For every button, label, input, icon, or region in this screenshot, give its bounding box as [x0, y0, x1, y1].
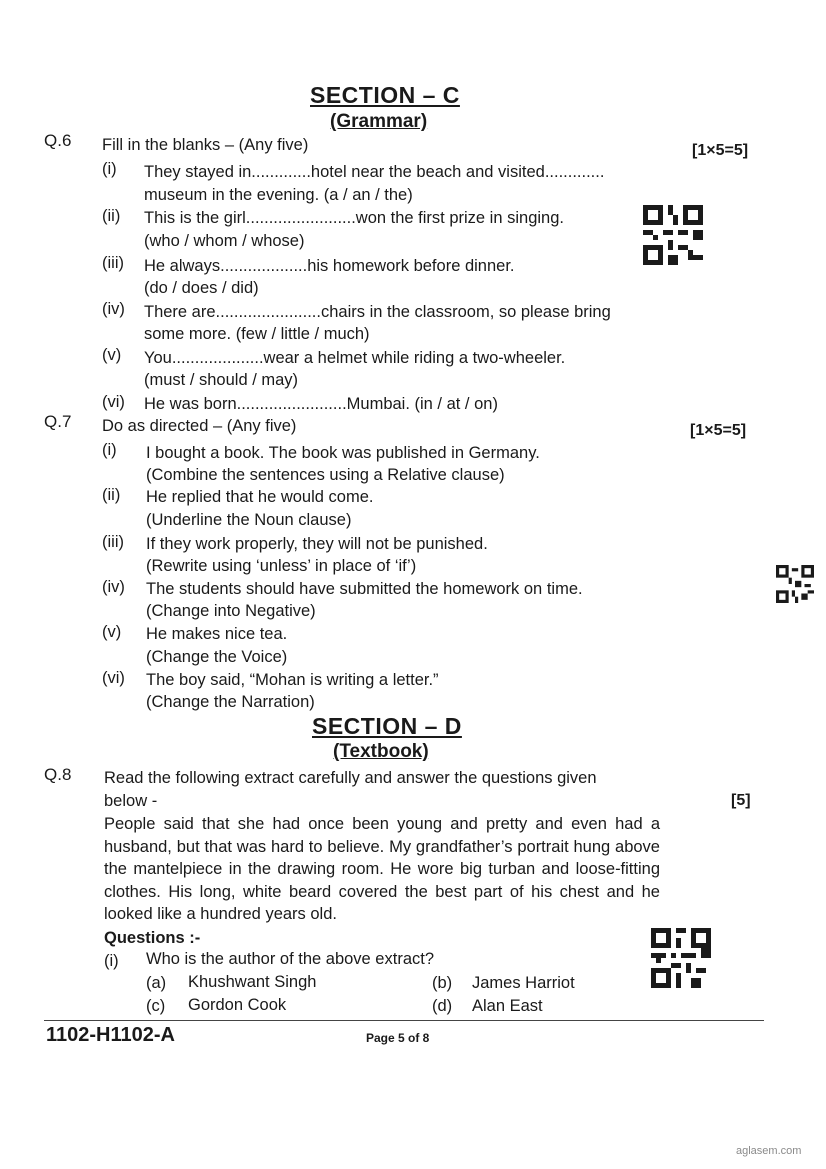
q6-item-num: (vi) — [102, 393, 125, 411]
q6-marks: [1×5=5] — [692, 142, 749, 159]
q7-item-line1: He replied that he would come. — [146, 488, 374, 506]
q6-item-line1: There are.......................chairs in the classroom, so please bring — [144, 303, 611, 321]
q7-number: Q.7 — [44, 412, 72, 431]
q7-item-num: (iv) — [102, 578, 125, 596]
q7-item-line1: The students should have submitted the homework on time. — [146, 580, 583, 598]
q6-item-line2: (do / does / did) — [144, 279, 259, 297]
qr-code-icon — [643, 205, 703, 265]
section-c-subheading: (Grammar) — [330, 111, 428, 132]
q8-questions-label: Questions :- — [104, 929, 201, 947]
q6-item-line1: He was born........................Mumbai. (in / at / on) — [144, 395, 498, 413]
q8-option-text: Alan East — [472, 997, 543, 1015]
q8-option-label: (a) — [146, 974, 167, 992]
q7-item-line2: (Rewrite using ‘unless’ in place of ‘if’) — [146, 557, 417, 575]
q6-item-line2: (must / should / may) — [144, 371, 299, 389]
q6-item-num: (i) — [102, 160, 117, 178]
q8-number: Q.8 — [44, 765, 72, 784]
footer-rule — [44, 1020, 764, 1021]
q7-item-line1: He makes nice tea. — [146, 625, 288, 643]
q8-option-label: (b) — [432, 974, 453, 992]
q7-instruction: Do as directed – (Any five) — [102, 417, 297, 435]
q8-extract: People said that she had once been young and pretty and even had a husband, but that was hard to believe. My grandfather’s portrait hung above the mantelpiece in the drawing room. He wore big turban and loose-fitting clothes. His long, white beard covered the best part of his chest and he looked like a hundred years old. — [104, 815, 660, 924]
q8-option-label: (c) — [146, 997, 166, 1015]
q6-item-line2: (who / whom / whose) — [144, 232, 305, 250]
qr-code-icon — [776, 565, 814, 603]
section-d-subheading: (Textbook) — [333, 741, 429, 762]
q7-item-line2: (Change into Negative) — [146, 602, 316, 620]
q7-item-num: (iii) — [102, 533, 124, 551]
q6-item-num: (ii) — [102, 207, 121, 225]
q6-item-num: (iv) — [102, 300, 125, 318]
q8-q1-text: Who is the author of the above extract? — [146, 950, 435, 968]
q7-item-line1: The boy said, “Mohan is writing a letter.” — [146, 671, 439, 689]
q6-item-line2: museum in the evening. (a / an / the) — [144, 186, 413, 204]
q8-marks: [5] — [731, 792, 751, 809]
q7-marks: [1×5=5] — [690, 422, 747, 439]
q6-item-num: (v) — [102, 346, 122, 364]
q7-item-line1: If they work properly, they will not be punished. — [146, 535, 488, 553]
q7-item-num: (ii) — [102, 486, 121, 504]
section-d-heading: SECTION – D — [312, 713, 462, 739]
watermark: aglasem.com — [736, 1145, 802, 1157]
q8-option-text: James Harriot — [472, 974, 575, 992]
q8-q1-num: (i) — [104, 952, 119, 970]
q7-item-num: (i) — [102, 441, 117, 459]
q7-item-num: (vi) — [102, 669, 125, 687]
q6-number: Q.6 — [44, 131, 72, 150]
footer-page-number: Page 5 of 8 — [366, 1031, 430, 1045]
footer-code: 1102-H1102-A — [46, 1024, 175, 1046]
q7-item-line2: (Combine the sentences using a Relative clause) — [146, 466, 505, 484]
q8-instruction-line2: below - — [104, 792, 158, 810]
q6-item-line1: He always...................his homework before dinner. — [144, 257, 515, 275]
q8-option-text: Gordon Cook — [188, 996, 287, 1014]
q6-item-line1: You....................wear a helmet while riding a two-wheeler. — [144, 349, 566, 367]
q6-item-line2: some more. (few / little / much) — [144, 325, 370, 343]
q7-item-line2: (Underline the Noun clause) — [146, 511, 352, 529]
q7-item-num: (v) — [102, 623, 122, 641]
q7-item-line2: (Change the Voice) — [146, 648, 288, 666]
q8-option-label: (d) — [432, 997, 453, 1015]
q6-instruction: Fill in the blanks – (Any five) — [102, 136, 309, 154]
q7-item-line1: I bought a book. The book was published in Germany. — [146, 444, 540, 462]
q7-item-line2: (Change the Narration) — [146, 693, 315, 711]
section-c-heading: SECTION – C — [310, 82, 460, 108]
q8-instruction-line1: Read the following extract carefully and answer the questions given — [104, 769, 597, 787]
q8-option-text: Khushwant Singh — [188, 973, 317, 991]
q6-item-line1: This is the girl........................won the first prize in singing. — [144, 209, 564, 227]
q6-item-num: (iii) — [102, 254, 124, 272]
q6-item-line1: They stayed in.............hotel near the beach and visited............. — [144, 163, 605, 181]
qr-code-icon — [651, 928, 711, 988]
